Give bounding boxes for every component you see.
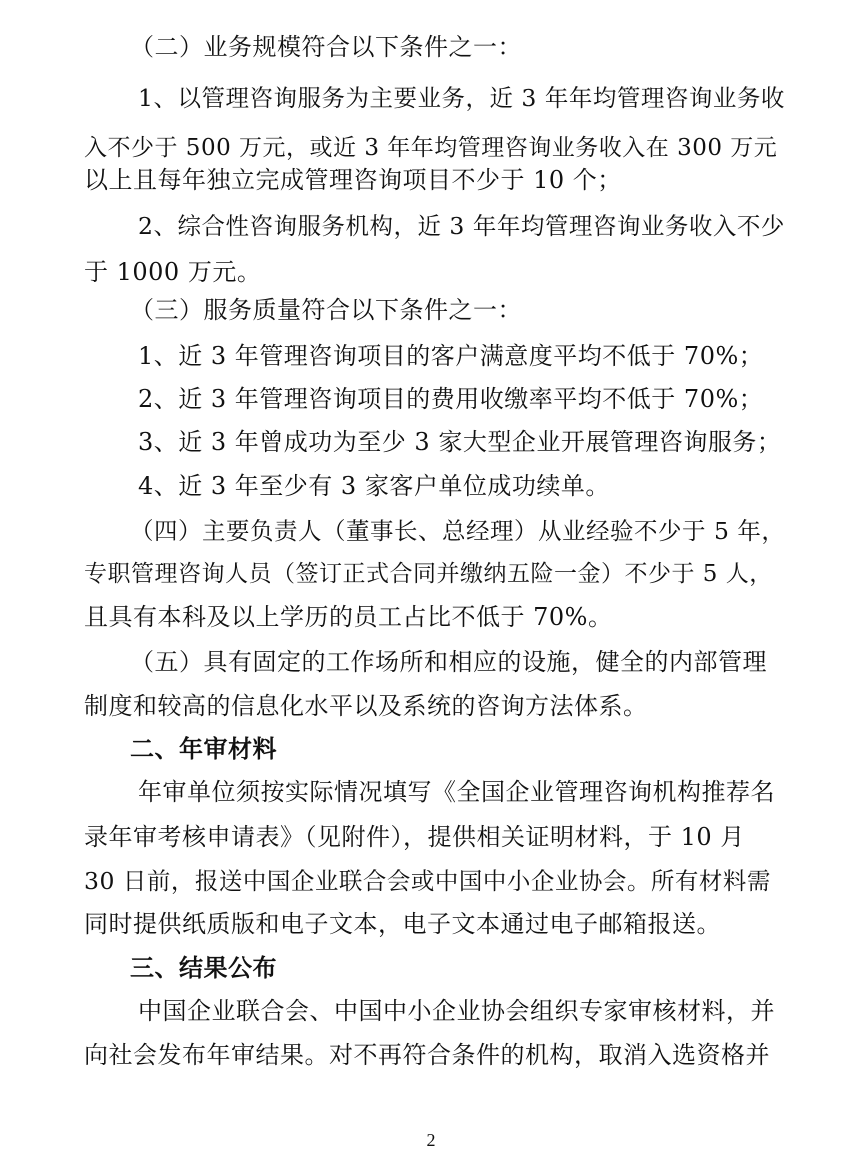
- paragraph-line: 年审单位须按实际情况填写《全国企业管理咨询机构推荐名: [138, 778, 775, 806]
- paragraph-line: 入不少于 500 万元，或近 3 年年均管理咨询业务收入在 300 万元: [84, 135, 778, 161]
- paragraph-line: 录年审考核申请表》（见附件），提供相关证明材料，于 10 月: [84, 823, 745, 851]
- paragraph-line: 1、以管理咨询服务为主要业务，近 3 年年均管理咨询业务收: [138, 84, 785, 112]
- paragraph-line: 同时提供纸质版和电子文本，电子文本通过电子邮箱报送。: [84, 910, 721, 938]
- paragraph-line: 2、综合性咨询服务机构，近 3 年年均管理咨询业务收入不少: [138, 212, 785, 240]
- subsection-2-heading: （二）业务规模符合以下条件之一：: [130, 33, 522, 61]
- page-number: 2: [426, 1130, 436, 1150]
- list-item: 4、近 3 年至少有 3 家客户单位成功续单。: [138, 472, 610, 500]
- paragraph-line: 30 日前，报送中国企业联合会或中国中小企业协会。所有材料需: [84, 867, 771, 895]
- list-item: 3、近 3 年曾成功为至少 3 家大型企业开展管理咨询服务；: [138, 428, 782, 456]
- list-item: 2、近 3 年管理咨询项目的费用收缴率平均不低于 70%；: [138, 385, 764, 413]
- paragraph-line: 制度和较高的信息化水平以及系统的咨询方法体系。: [84, 692, 648, 720]
- paragraph-line: （五）具有固定的工作场所和相应的设施，健全的内部管理: [130, 648, 767, 676]
- paragraph-line: 向社会发布年审结果。对不再符合条件的机构，取消入选资格并: [84, 1041, 770, 1069]
- list-item: 1、近 3 年管理咨询项目的客户满意度平均不低于 70%；: [138, 342, 764, 370]
- section-3-heading: 三、结果公布: [130, 954, 277, 982]
- paragraph-line: 且具有本科及以上学历的员工占比不低于 70%。: [84, 603, 613, 631]
- paragraph-line: 专职管理咨询人员（签订正式合同并缴纳五险一金）不少于 5 人，: [84, 561, 773, 587]
- subsection-3-heading: （三）服务质量符合以下条件之一：: [130, 296, 522, 324]
- paragraph-line: （四）主要负责人（董事长、总经理）从业经验不少于 5 年，: [130, 517, 786, 545]
- paragraph-line: 于 1000 万元。: [84, 258, 262, 286]
- section-2-heading: 二、年审材料: [130, 735, 277, 763]
- paragraph-line: 以上且每年独立完成管理咨询项目不少于 10 个；: [84, 166, 622, 194]
- paragraph-line: 中国企业联合会、中国中小企业协会组织专家审核材料，并: [138, 997, 775, 1025]
